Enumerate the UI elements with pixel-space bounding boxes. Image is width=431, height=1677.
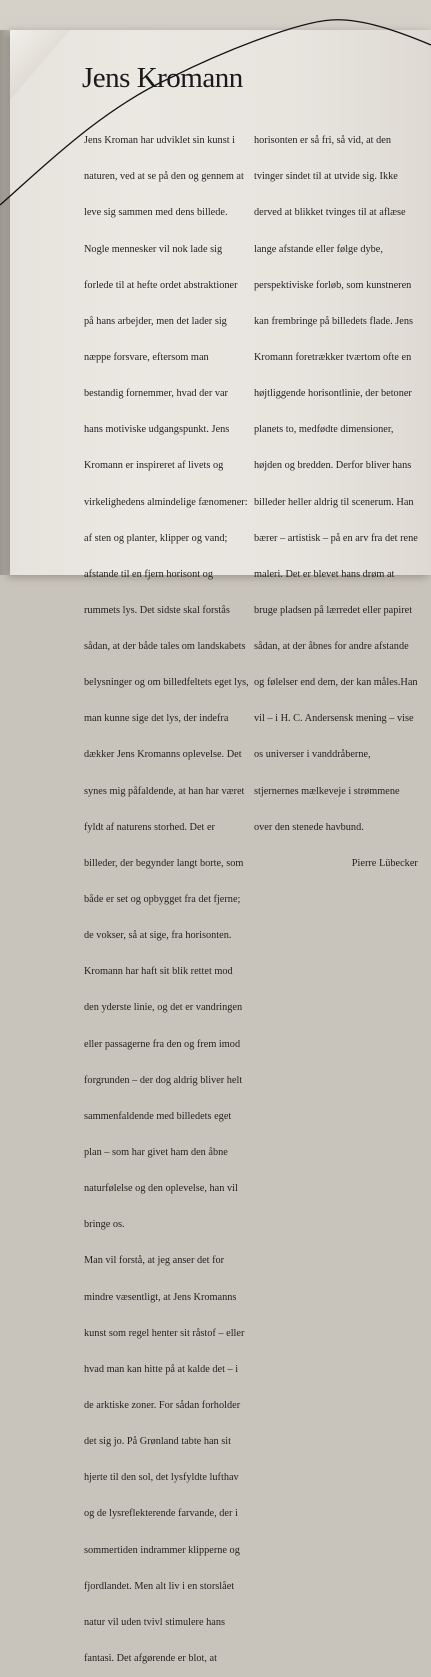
text-line: rummets lys. Det sidste skal forstås: [84, 604, 230, 616]
text-line: hvad man kan hitte på at kalde det – i: [84, 1363, 239, 1375]
text-line: på hans arbejder, men det lader sig: [84, 315, 227, 327]
text-line: os universer i vanddråberne,: [254, 749, 371, 761]
text-line: naturfølelse og den oplevelse, han vil: [84, 1183, 238, 1195]
text-line: fjordlandet. Men alt liv i en storslået: [84, 1580, 235, 1592]
text-line: perspektiviske forløb, som kunstneren: [254, 279, 412, 291]
text-line: sammenfaldende med billedets eget: [84, 1110, 232, 1122]
text-line: Kromann foretrækker tværtom ofte en: [254, 351, 412, 363]
text-line: Kromann er inspireret af livets og: [84, 460, 224, 472]
text-line: højden og bredden. Derfor bliver hans: [254, 460, 412, 472]
text-line: højtliggende horisontlinie, der betoner: [254, 388, 412, 400]
text-line: planets to, medfødte dimensioner,: [254, 424, 394, 436]
text-line: stjernernes mælkeveje i strømmene: [254, 785, 400, 797]
text-line: af sten og planter, klipper og vand;: [84, 532, 228, 544]
text-line: bestandig fornemmer, hvad der var: [84, 388, 228, 400]
text-line: forlede til at hefte ordet abstraktioner: [84, 279, 238, 291]
text-line: bringe os.: [84, 1219, 125, 1231]
text-line: Kromann har haft sit blik rettet mod: [84, 966, 233, 978]
text-line: virkelighedens almindelige fænomener:: [84, 496, 248, 508]
text-line: tvinger sindet til at utvide sig. Ikke: [254, 171, 398, 183]
article-right-column: [254, 111, 418, 882]
text-line: de vokser, så at sige, fra horisonten.: [84, 930, 232, 942]
text-line: lange afstande eller følge dybe,: [254, 243, 383, 255]
text-line: maleri. Det er blevet hans drøm at: [254, 568, 395, 580]
text-line: hjerte til den sol, det lysfyldte lufthav: [84, 1472, 239, 1484]
text-line: og følelser end dem, der kan måles.Han: [254, 677, 418, 689]
text-line: mindre væsentligt, at Jens Kromanns: [84, 1291, 237, 1303]
text-line: vil – i H. C. Andersensk mening – vise: [254, 713, 414, 725]
text-line: derved at blikket tvinges til at aflæse: [254, 207, 406, 219]
paper-fold-corner: [10, 30, 70, 100]
text-line: kunst som regel henter sit råstof – eller: [84, 1327, 245, 1339]
text-line: Man vil forstå, at jeg anser det for: [84, 1255, 225, 1267]
text-line: plan – som har givet ham den åbne: [84, 1147, 228, 1159]
text-line: synes mig påfaldende, at han har været: [84, 785, 245, 797]
text-line: bærer – artistisk – på en arv fra det rene: [254, 532, 418, 544]
text-line: eller passagerne fra den og frem imod: [84, 1038, 241, 1050]
text-line: afstande til en fjern horisont og: [84, 568, 213, 580]
text-line: forgrunden – der dog aldrig bliver helt: [84, 1074, 243, 1086]
text-line: naturen, ved at se på den og gennem at: [84, 171, 244, 183]
text-line: horisonten er så fri, så vid, at den: [254, 135, 391, 147]
text-line: Nogle mennesker vil nok lade sig: [84, 243, 223, 255]
author-signature: Pierre Lübecker: [351, 857, 418, 869]
text-line: fantasi. Det afgørende er blot, at: [84, 1653, 217, 1664]
text-line: bruge pladsen på lærredet eller papiret: [254, 604, 413, 616]
text-line: kan frembringe på billedets flade. Jens: [254, 315, 413, 327]
text-line: Jens Kroman har udviklet sin kunst i: [84, 135, 236, 147]
text-line: billeder heller aldrig til scenerum. Han: [254, 496, 414, 508]
text-line: over den stenede havbund.: [254, 821, 364, 833]
text-line: billeder, der begynder langt borte, som: [84, 857, 244, 869]
text-line: sommertiden indrammer klipperne og: [84, 1544, 240, 1556]
text-line: fyldt af naturens storhed. Det er: [84, 821, 215, 833]
text-line: dækker Jens Kromanns oplevelse. Det: [84, 749, 242, 761]
text-line: sådan, at der åbnes for andre afstande: [254, 641, 409, 653]
text-line: sådan, at der både tales om landskabets: [84, 641, 246, 653]
text-line: det sig jo. På Grønland tabte han sit: [84, 1436, 231, 1448]
text-line: næppe forsvare, eftersom man: [84, 351, 209, 363]
text-line: både er set og opbygget fra det fjerne;: [84, 894, 241, 906]
text-line: man kunne sige det lys, der indefra: [84, 713, 229, 725]
article-left-column: [84, 111, 249, 1677]
text-line: leve sig sammen med dens billede.: [84, 207, 228, 219]
text-line: belysninger og om billedfeltets eget lys,: [84, 677, 249, 689]
article-title: Jens Kromann: [82, 62, 243, 94]
text-line: hans motiviske udgangspunkt. Jens: [84, 424, 230, 436]
text-line: den yderste linie, og det er vandringen: [84, 1002, 243, 1014]
text-line: de arktiske zoner. For sådan forholder: [84, 1400, 241, 1412]
text-line: natur vil uden tvivl stimulere hans: [84, 1616, 225, 1628]
text-line: og de lysreflekterende farvande, der i: [84, 1508, 238, 1520]
